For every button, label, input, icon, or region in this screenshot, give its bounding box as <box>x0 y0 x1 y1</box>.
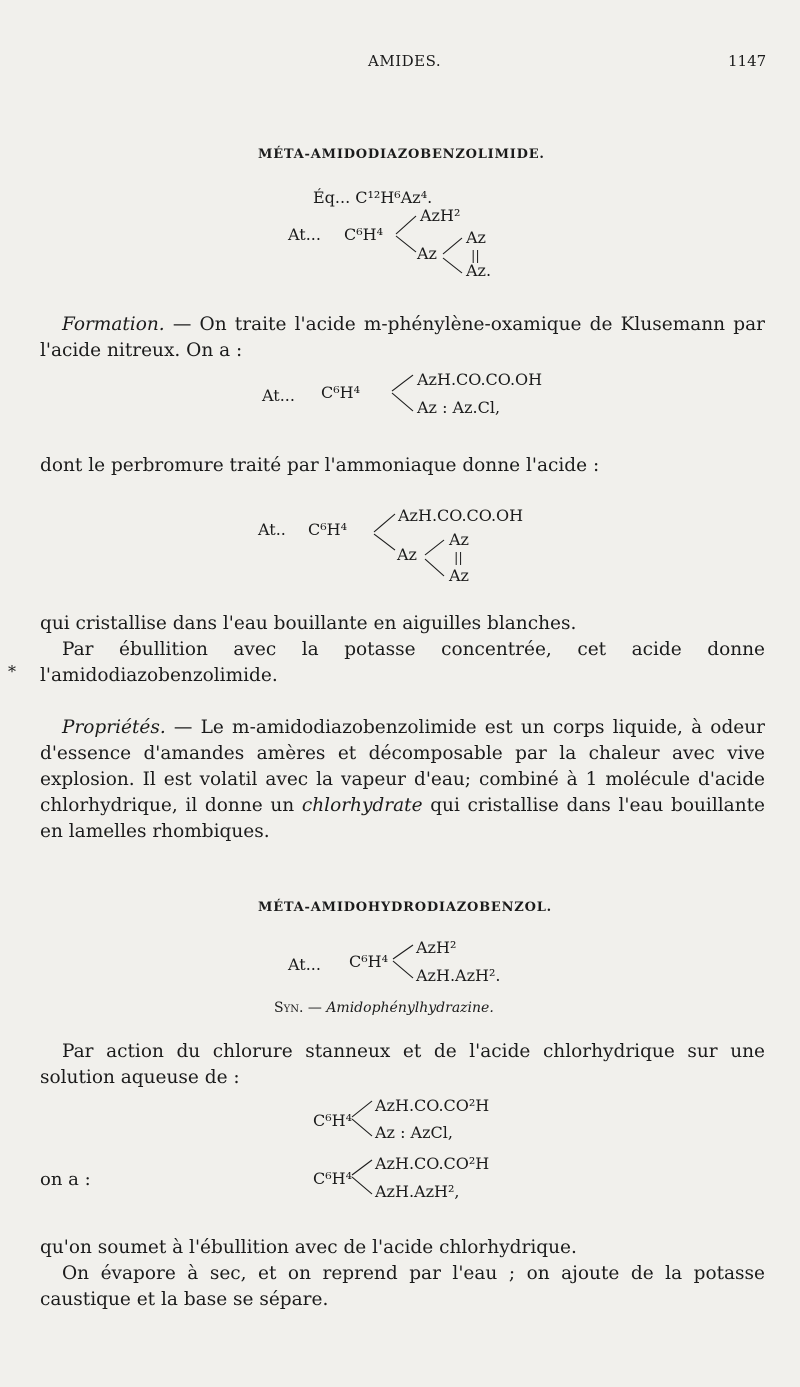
structure-azh2: AzH² <box>420 206 461 225</box>
prep-formula1-c6h4: C⁶H⁴ <box>313 1111 353 1130</box>
equivalent-formula: Éq... C¹²H⁶Az⁴. <box>313 188 433 207</box>
ebullition-text: Par ébullition avec la potasse concentrée, cet acide donne l'amidodiazobenzolimide. <box>40 639 765 686</box>
formula2-az-right-top: Az <box>449 530 469 549</box>
margin-asterisk: * <box>8 662 16 681</box>
synonym-name: Amidophénylhydrazine. <box>326 1000 494 1016</box>
perbromure-paragraph: dont le perbromure traité par l'ammoniaque donne l'acide : <box>40 455 600 476</box>
prep-formula1-top: AzH.CO.CO²H <box>375 1096 490 1115</box>
on-a-label: on a : <box>40 1169 91 1190</box>
proprietes-text-a: — Le m-amidodiazobenzolimide est un corps liquide, à odeur d'essence d'amandes amères et décomposable par la chaleur avec vive explosion. Il est volatil avec la vapeur d'eau; combiné à 1 molécule d'acide chlorhydrique, il donne un <box>40 717 765 816</box>
formula2-c6h4: C⁶H⁴ <box>308 520 348 539</box>
formula2-top: AzH.CO.CO.OH <box>398 506 524 525</box>
proprietes-text-b: qui cristallise dans l'eau bouillante en lamelles rhombiques. <box>40 795 765 842</box>
prep-formula2-top: AzH.CO.CO²H <box>375 1154 490 1173</box>
prep-formula1-bottom: Az : AzCl, <box>375 1123 453 1142</box>
formula1-top: AzH.CO.CO.OH <box>417 370 543 389</box>
section2-c6h4: C⁶H⁴ <box>349 952 389 971</box>
section2-prefix: At... <box>288 955 321 974</box>
evapore-paragraph <box>40 1261 765 1313</box>
formula1-bottom: Az : Az.Cl, <box>417 398 501 417</box>
formula2-az-left: Az <box>397 545 417 564</box>
structure-az-left: Az <box>417 244 437 263</box>
formation-label: Formation. <box>62 314 165 335</box>
prep-formula2-bottom: AzH.AzH², <box>375 1182 460 1201</box>
page-number: 1147 <box>728 52 767 70</box>
section-title-amidohydrodiazobenzol: MÉTA-AMIDOHYDRODIAZOBENZOL. <box>258 900 552 915</box>
structure-az-right-bottom: Az. <box>466 261 492 280</box>
formation-text: — On traite l'acide m-phénylène-oxamique de Klusemann par l'acide nitreux. On a : <box>40 314 765 361</box>
structure-double-bond: || <box>471 249 480 264</box>
synonym-label: Syn. <box>274 1000 304 1016</box>
structure-prefix: At... <box>288 225 321 244</box>
ebullition-hcl-paragraph: qu'on soumet à l'ébullition avec de l'acide chlorhydrique. <box>40 1237 577 1258</box>
formula2-prefix: At.. <box>258 520 286 539</box>
running-header: AMIDES. <box>368 52 442 70</box>
section2-top: AzH² <box>416 938 457 957</box>
section-title-amidodiazobenzolimide: MÉTA-AMIDODIAZOBENZOLIMIDE. <box>258 147 545 162</box>
formula2-double-bond: || <box>454 551 463 566</box>
preparation-text: Par action du chlorure stanneux et de l'acide chlorhydrique sur une solution aqueuse de : <box>40 1041 765 1088</box>
chlorhydrate-term: chlorhydrate <box>301 795 423 816</box>
structure-az-right-top: Az <box>466 228 486 247</box>
formula2-az-right-bottom: Az <box>449 566 469 585</box>
section2-bottom: AzH.AzH². <box>416 966 501 985</box>
cristallise-paragraph: qui cristallise dans l'eau bouillante en aiguilles blanches. <box>40 613 577 634</box>
formula1-c6h4: C⁶H⁴ <box>321 383 361 402</box>
synonym-dash: — <box>303 1000 327 1016</box>
formula1-prefix: At... <box>262 386 295 405</box>
structure-c6h4: C⁶H⁴ <box>344 225 384 244</box>
prep-formula2-c6h4: C⁶H⁴ <box>313 1169 353 1188</box>
proprietes-label: Propriétés. <box>62 717 166 738</box>
evapore-text: On évapore à sec, et on reprend par l'eau ; on ajoute de la potasse caustique et la base se sépare. <box>40 1263 765 1310</box>
